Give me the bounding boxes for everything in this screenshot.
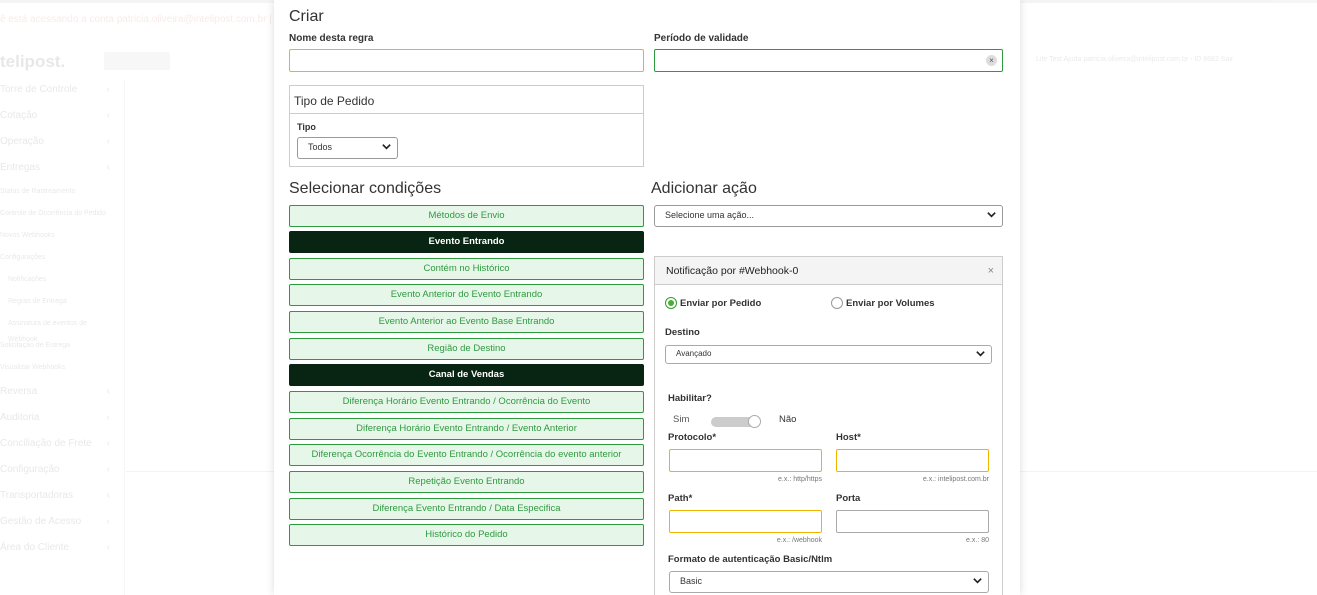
close-icon[interactable]: × bbox=[987, 265, 994, 277]
sidebar-item bbox=[0, 106, 118, 132]
sidebar-item-label: Status de Rastreamento bbox=[0, 188, 76, 195]
chevron-left-icon: ‹ bbox=[106, 516, 110, 527]
sidebar-item bbox=[0, 434, 118, 460]
sidebar-item bbox=[0, 338, 118, 360]
radio-send-by-volumes-label: Enviar por Volumes bbox=[846, 297, 935, 309]
condition-button[interactable]: Evento Anterior do Evento Entrando bbox=[289, 284, 644, 306]
sidebar-item bbox=[0, 184, 118, 206]
protocol-input[interactable] bbox=[669, 449, 822, 472]
tipo-select-value: Todos bbox=[308, 142, 333, 152]
rule-name-input[interactable] bbox=[289, 49, 644, 72]
sidebar-item-label: Conciliação de Frete bbox=[0, 438, 92, 449]
chevron-left-icon: ‹ bbox=[106, 84, 110, 95]
order-type-header: Tipo de Pedido bbox=[290, 86, 643, 114]
account-notice: ê está acessando a conta patricia.oliveira@intelipost.com.br | ID bbox=[0, 14, 285, 25]
order-type-panel bbox=[289, 85, 644, 167]
chevron-down-icon bbox=[986, 209, 997, 220]
protocol-label: Protocolo* bbox=[668, 432, 717, 443]
chevron-left-icon: ‹ bbox=[106, 412, 110, 423]
action-select[interactable] bbox=[654, 205, 1003, 227]
auth-format-select[interactable] bbox=[669, 571, 989, 593]
search-input bbox=[104, 52, 170, 70]
condition-button[interactable]: Diferença Horário Evento Entrando / Evento Anterior bbox=[289, 418, 644, 440]
card-title: Notificação por #Webhook-0 bbox=[666, 265, 799, 277]
sidebar-item-label: Controle de Ocorrência do Pedido bbox=[0, 210, 106, 217]
radio-unselected-icon bbox=[831, 297, 843, 309]
radio-selected-icon bbox=[665, 297, 677, 309]
sidebar-item-label: Reversa bbox=[0, 386, 38, 397]
enable-no-label: Não bbox=[779, 414, 797, 425]
tipo-label: Tipo bbox=[297, 122, 316, 132]
sidebar-item bbox=[0, 408, 118, 434]
condition-button[interactable]: Região de Destino bbox=[289, 338, 644, 360]
auth-format-label: Formato de autenticação Basic/Ntlm bbox=[668, 554, 833, 565]
host-input[interactable] bbox=[836, 449, 989, 472]
sidebar-item bbox=[0, 250, 118, 272]
create-rule-modal bbox=[274, 0, 1020, 595]
sidebar-item-label: Torre de Controle bbox=[0, 84, 78, 95]
sidebar-item-label: Operação bbox=[0, 136, 44, 147]
condition-button[interactable]: Repetição Evento Entrando bbox=[289, 471, 644, 493]
sidebar-item bbox=[0, 486, 118, 512]
condition-button[interactable]: Contém no Histórico bbox=[289, 258, 644, 280]
sidebar-item-label: Gestão de Acesso bbox=[0, 516, 82, 527]
sidebar-item bbox=[0, 512, 118, 538]
sidebar-item-label: Assinatura de eventos de Webhook bbox=[8, 320, 87, 343]
sidebar-item-label: Regras de Entrega bbox=[8, 298, 67, 305]
sidebar-item-label: Solicitação de Entrega bbox=[0, 342, 71, 349]
chevron-down-icon bbox=[972, 575, 983, 586]
card-header bbox=[655, 257, 1002, 285]
sidebar-item-label: Novos Webhooks bbox=[0, 232, 55, 239]
port-label: Porta bbox=[836, 493, 861, 504]
condition-button[interactable]: Histórico do Pedido bbox=[289, 524, 644, 546]
clear-icon[interactable]: × bbox=[986, 55, 997, 66]
sidebar-item-label: Auditoria bbox=[0, 412, 40, 423]
sidebar-item bbox=[0, 80, 118, 106]
port-input[interactable] bbox=[836, 510, 989, 533]
chevron-left-icon: ‹ bbox=[106, 136, 110, 147]
destination-select-value: Avançado bbox=[676, 349, 712, 358]
path-hint: e.x.: /webhook bbox=[776, 537, 822, 544]
chevron-left-icon: ‹ bbox=[106, 162, 110, 173]
path-label: Path* bbox=[668, 493, 693, 504]
condition-button[interactable]: Diferença Evento Entrando / Data Especifica bbox=[289, 498, 644, 520]
condition-button[interactable]: Evento Entrando bbox=[289, 231, 644, 253]
sidebar-item bbox=[0, 360, 118, 382]
sidebar-item bbox=[0, 158, 118, 184]
sidebar-item-label: Transportadoras bbox=[0, 490, 73, 501]
auth-format-select-value: Basic bbox=[680, 576, 703, 586]
chevron-left-icon: ‹ bbox=[106, 490, 110, 501]
rule-name-label: Nome desta regra bbox=[289, 33, 374, 44]
condition-button[interactable]: Diferença Ocorrência do Evento Entrando / Ocorrência do evento anterior bbox=[289, 444, 644, 466]
sidebar-item-label: Entregas bbox=[0, 162, 41, 173]
radio-send-by-order[interactable] bbox=[665, 297, 761, 309]
destination-select[interactable] bbox=[665, 345, 992, 364]
chevron-left-icon: ‹ bbox=[106, 110, 110, 121]
sidebar-item bbox=[0, 132, 118, 158]
condition-button[interactable]: Métodos de Envio bbox=[289, 205, 644, 227]
enable-label: Habilitar? bbox=[668, 393, 712, 404]
enable-toggle[interactable] bbox=[711, 417, 760, 427]
radio-send-by-volumes[interactable] bbox=[831, 297, 935, 309]
sidebar-item bbox=[0, 206, 118, 228]
webhook-notification-card bbox=[654, 256, 1003, 595]
sidebar-item bbox=[0, 316, 118, 343]
sidebar-item bbox=[0, 460, 118, 486]
sidebar-item-label: Notificações bbox=[8, 276, 47, 283]
validity-label: Período de validade bbox=[654, 33, 749, 44]
host-hint: e.x.: intelipost.com.br bbox=[922, 476, 989, 483]
condition-button[interactable]: Diferença Horário Evento Entrando / Ocorrência do Evento bbox=[289, 391, 644, 413]
sidebar-item bbox=[0, 382, 118, 408]
condition-button[interactable]: Canal de Vendas bbox=[289, 364, 644, 386]
chevron-left-icon: ‹ bbox=[106, 386, 110, 397]
destination-label: Destino bbox=[665, 327, 700, 338]
top-right-menu: Lite Test Ajuda patricia.oliveira@intelipost.com.br - ID 8682 Sair bbox=[1036, 56, 1234, 63]
logo: telipost. bbox=[0, 52, 66, 71]
chevron-left-icon: ‹ bbox=[106, 438, 110, 449]
enable-yes-label: Sim bbox=[673, 414, 690, 425]
sidebar-item-label: Configuração bbox=[0, 464, 60, 475]
sidebar-item-label: Visualizar Webhooks bbox=[0, 364, 66, 371]
validity-input[interactable] bbox=[654, 49, 1003, 72]
radio-send-by-order-label: Enviar por Pedido bbox=[680, 297, 762, 309]
host-label: Host* bbox=[836, 432, 861, 443]
sidebar-item-label: Configurações bbox=[0, 254, 46, 261]
sidebar-item bbox=[0, 228, 118, 250]
chevron-down-icon bbox=[975, 348, 986, 359]
sidebar bbox=[0, 80, 118, 564]
conditions-title: Selecionar condições bbox=[289, 180, 442, 197]
sidebar-item bbox=[0, 294, 118, 316]
sidebar-item bbox=[0, 538, 118, 564]
chevron-left-icon: ‹ bbox=[106, 542, 110, 553]
chevron-left-icon: ‹ bbox=[106, 464, 110, 475]
path-input[interactable] bbox=[669, 510, 822, 533]
action-select-value: Selecione uma ação... bbox=[665, 210, 755, 220]
protocol-hint: e.x.: http/https bbox=[778, 476, 822, 483]
condition-button[interactable]: Evento Anterior ao Evento Base Entrando bbox=[289, 311, 644, 333]
sidebar-item-label: Área do Cliente bbox=[0, 542, 69, 553]
tipo-select[interactable] bbox=[297, 137, 398, 159]
port-hint: e.x.: 80 bbox=[966, 537, 989, 544]
sidebar-item bbox=[0, 272, 118, 294]
modal-title: Criar bbox=[289, 8, 324, 25]
sidebar-item-label: Cotação bbox=[0, 110, 38, 121]
action-title: Adicionar ação bbox=[651, 180, 757, 197]
chevron-down-icon bbox=[381, 141, 392, 152]
toggle-knob bbox=[748, 415, 761, 428]
